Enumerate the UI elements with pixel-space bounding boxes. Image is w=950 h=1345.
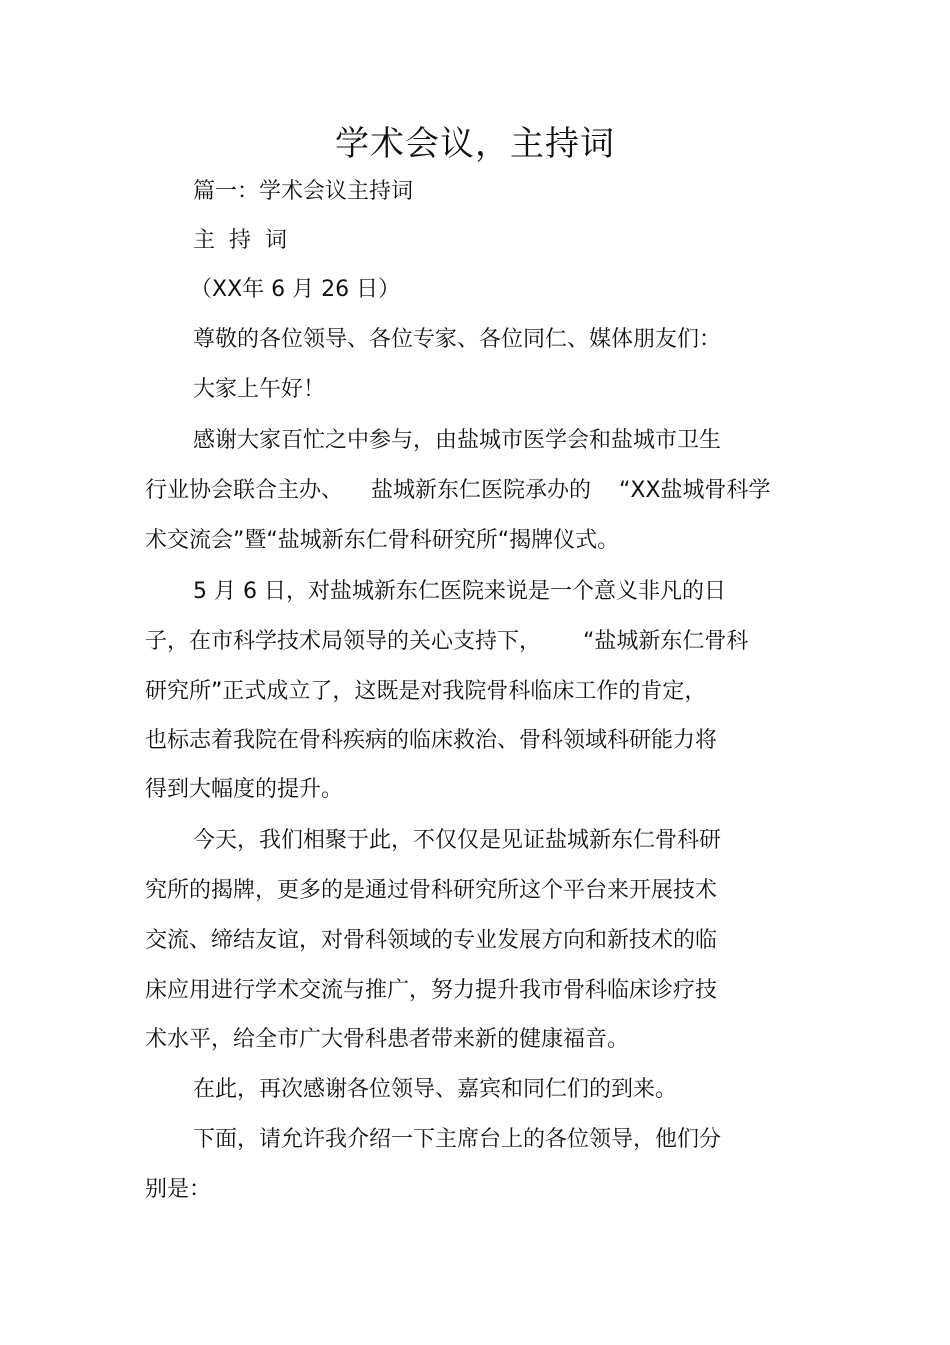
salutation: 尊敬的各位领导、各位专家、各位同仁、媒体朋友们： [193, 327, 722, 352]
paragraph-line: 术交流会”暨“盐城新东仁骨科研究所“揭牌仪式。 [145, 528, 620, 553]
date-line: （XX年 6 月 26 日） [190, 277, 401, 302]
paragraph-line: 得到大幅度的提升。 [145, 777, 344, 802]
paragraph-line: 术水平，给全市广大骨科患者带来新的健康福音。 [145, 1027, 630, 1052]
paragraph-line: 究所的揭牌，更多的是通过骨科研究所这个平台来开展技术 [145, 878, 718, 903]
paragraph-line: 在此，再次感谢各位领导、嘉宾和同仁们的到来。 [193, 1077, 678, 1102]
paragraph-line: 下面，请允许我介绍一下主席台上的各位领导，他们分 [193, 1127, 722, 1152]
paragraph-line: 今天，我们相聚于此，不仅仅是见证盐城新东仁骨科研 [193, 828, 722, 853]
section-heading: 篇一：学术会议主持词 [193, 179, 414, 204]
paragraph-line: 行业协会联合主办、 盐城新东仁医院承办的 “XX盐城骨科学 [145, 478, 771, 503]
paragraph-line: 5 月 6 日，对盐城新东仁医院来说是一个意义非凡的日 [193, 579, 726, 604]
paragraph-line: 床应用进行学术交流与推广，努力提升我市骨科临床诊疗技 [145, 978, 718, 1003]
paragraph-line: 别是： [145, 1177, 212, 1202]
paragraph-line: 研究所”正式成立了，这既是对我院骨科临床工作的肯定， [145, 679, 707, 704]
paragraph-line: 也标志着我院在骨科疾病的临床救治、骨科领域科研能力将 [145, 728, 718, 753]
document-title: 学术会议，主持词 [335, 124, 615, 164]
subheading: 主 持 词 [193, 228, 287, 253]
greeting: 大家上午好！ [193, 377, 326, 402]
paragraph-line: 交流、缔结友谊，对骨科领域的专业发展方向和新技术的临 [145, 928, 718, 953]
paragraph-line: 子，在市科学技术局领导的关心支持下， “盐城新东仁骨科 [145, 629, 749, 654]
paragraph-line: 感谢大家百忙之中参与，由盐城市医学会和盐城市卫生 [193, 428, 722, 453]
